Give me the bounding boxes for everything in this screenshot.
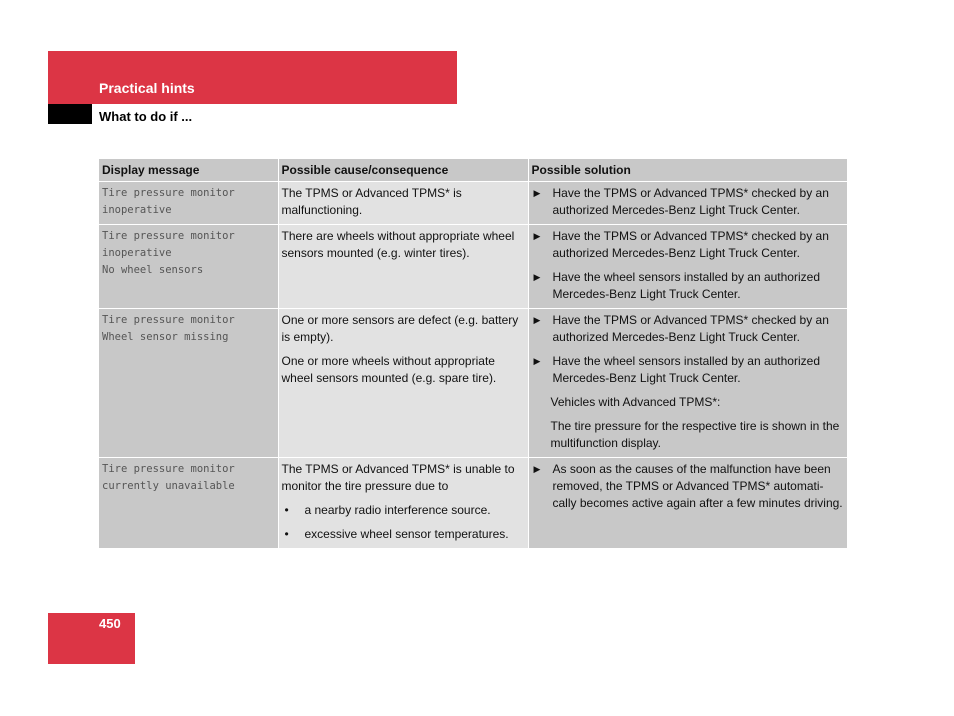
display-message-line: Tire pressure monitor: [102, 463, 235, 475]
display-message-line: inoperative: [102, 204, 172, 216]
cause-bullet: [282, 526, 525, 543]
step-arrow-icon: ▶: [533, 272, 541, 282]
bullet-dot-icon: •: [284, 527, 289, 541]
table-row: [99, 225, 847, 309]
solution-step-text: Have the TPMS or Advanced TPMS* checked by an authorized Mercedes-Benz Light Truck Center.: [552, 229, 829, 260]
page-number-tab: [48, 613, 135, 664]
cause-cell: [278, 309, 528, 458]
subsection-title: What to do if ...: [99, 109, 193, 124]
step-arrow-icon: ▶: [533, 356, 541, 366]
bullet-dot-icon: •: [284, 503, 289, 517]
solution-step-text: Have the wheel sensors installed by an authorized Mercedes-Benz Light Truck Center.: [552, 270, 820, 301]
cause-cell: [278, 458, 528, 549]
cause-text: The TPMS or Advanced TPMS* is unable to monitor the tire pressure due to: [281, 462, 515, 493]
solution-step: [532, 269, 845, 303]
cause-bullet: [282, 502, 525, 519]
cause-cell: [278, 182, 528, 225]
solution-step: [532, 461, 845, 512]
display-message-cell: [99, 182, 278, 225]
column-header: Possible solution: [528, 159, 847, 182]
display-message-cell: [99, 309, 278, 458]
step-arrow-icon: ▶: [533, 315, 541, 325]
display-message-line: inoperative: [102, 247, 172, 259]
solution-note: Vehicles with Advanced TPMS*:: [550, 395, 721, 409]
subsection-marker: [48, 104, 92, 124]
display-message-line: No wheel sensors: [102, 264, 204, 276]
cause-text: There are wheels without appropriate wheel sensors mounted (e.g. winter tires).: [281, 229, 515, 260]
solution-step-text: Have the TPMS or Advanced TPMS* checked by an authorized Mercedes-Benz Light Truck Center.: [552, 313, 829, 344]
display-message-line: Wheel sensor missing: [102, 331, 229, 343]
solution-cell: [528, 309, 847, 458]
display-message-line: currently unavailable: [102, 480, 235, 492]
solution-step: [532, 228, 845, 262]
section-title: Practical hints: [99, 80, 195, 96]
display-message-cell: [99, 225, 278, 309]
solution-step-text: Have the TPMS or Advanced TPMS* checked by an authorized Mercedes-Benz Light Truck Center.: [552, 186, 829, 217]
column-header: Display message: [99, 159, 278, 182]
table-row: [99, 182, 847, 225]
display-message-cell: [99, 458, 278, 549]
solution-step: [532, 312, 845, 346]
solution-note: The tire pressure for the respective tire is shown in the multifunction display.: [550, 419, 840, 450]
cause-text: One or more wheels without appropriate wheel sensors mounted (e.g. spare tire).: [281, 354, 497, 385]
table-row: [99, 309, 847, 458]
step-arrow-icon: ▶: [533, 188, 541, 198]
cause-text: The TPMS or Advanced TPMS* is malfunctioning.: [281, 186, 462, 217]
table-header-row: [99, 159, 847, 182]
solution-cell: [528, 182, 847, 225]
section-header-bar: [48, 51, 457, 104]
step-arrow-icon: ▶: [533, 464, 541, 474]
display-message-table: [99, 159, 847, 549]
solution-step: [532, 353, 845, 387]
cause-text: One or more sensors are defect (e.g. battery is empty).: [281, 313, 519, 344]
step-arrow-icon: ▶: [533, 231, 541, 241]
solution-step-text: As soon as the causes of the malfunction have been removed, the TPMS or Advanced TPMS* automati-cally becomes active again after a few minutes driving.: [552, 462, 843, 510]
solution-cell: [528, 225, 847, 309]
cause-bullet-text: a nearby radio interference source.: [304, 503, 491, 517]
cause-cell: [278, 225, 528, 309]
column-header: Possible cause/consequence: [278, 159, 528, 182]
solution-step-text: Have the wheel sensors installed by an authorized Mercedes-Benz Light Truck Center.: [552, 354, 820, 385]
solution-cell: [528, 458, 847, 549]
table-row: [99, 458, 847, 549]
cause-bullet-text: excessive wheel sensor temperatures.: [304, 527, 509, 541]
display-message-line: Tire pressure monitor: [102, 187, 235, 199]
display-message-line: Tire pressure monitor: [102, 314, 235, 326]
page-number: 450: [99, 616, 121, 631]
display-message-line: Tire pressure monitor: [102, 230, 235, 242]
solution-step: [532, 185, 845, 219]
